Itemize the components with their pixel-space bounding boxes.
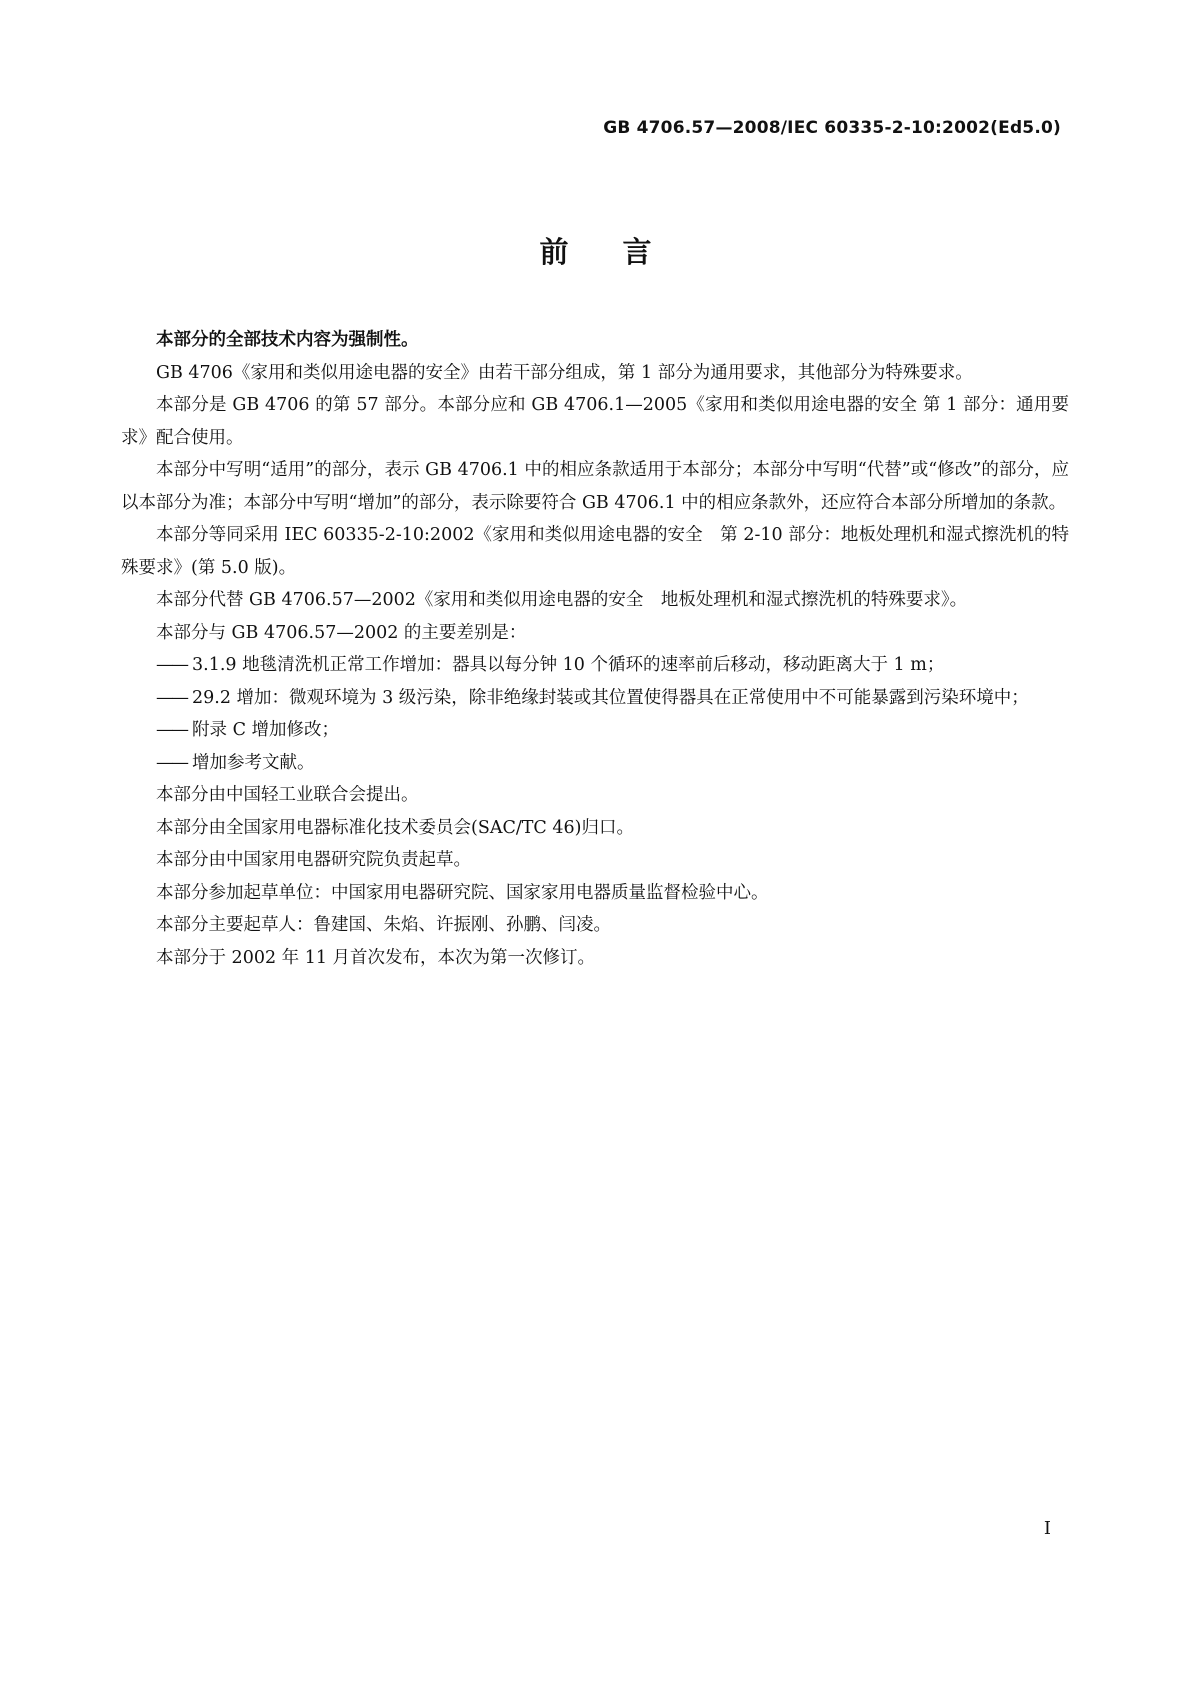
list-item	[121, 682, 1069, 715]
page-number: I	[1043, 1518, 1051, 1539]
list-item	[121, 714, 1069, 747]
paragraph-participants: 本部分参加起草单位：中国家用电器研究院、国家家用电器质量监督检验中心。	[156, 882, 769, 903]
difference-text: 29.2 增加：微观环境为 3 级污染，除非绝缘封装或其位置使得器具在正常使用中不可能暴露到污染环境中；	[192, 687, 1029, 708]
standard-header: GB 4706.57—2008/IEC 60335-2-10:2002(Ed5.0)	[603, 118, 1061, 138]
paragraph-drafter: 本部分由中国家用电器研究院负责起草。	[156, 850, 471, 870]
paragraph-committee: 本部分由全国家用电器标准化技术委员会(SAC/TC 46)归口。	[156, 817, 634, 838]
paragraph-authors: 本部分主要起草人：鲁建国、朱焰、许振刚、孙鹏、闫凌。	[156, 915, 611, 935]
list-item	[121, 747, 1069, 780]
list-item	[121, 649, 1069, 682]
page-title: 前言	[539, 235, 706, 269]
difference-text: 3.1.9 地毯清洗机正常工作增加：器具以每分钟 10 个循环的速率前后移动，移动距离大于 1 m；	[192, 655, 945, 675]
difference-text: 附录 C 增加修改；	[192, 720, 340, 740]
paragraph-structure: GB 4706《家用和类似用途电器的安全》由若干部分组成，第 1 部分为通用要求，其他部分为特殊要求。	[156, 362, 973, 383]
paragraph-applicability: 本部分中写明“适用”的部分，表示 GB 4706.1 中的相应条款适用于本部分；本部分中写明“代替”或“修改”的部分，应以本部分为准；本部分中写明“增加”的部分，表示除要符合 GB 4706.1 中的相应条款外，还应符合本部分所增加的条款。	[121, 460, 1069, 513]
paragraph-proposer: 本部分由中国轻工业联合会提出。	[156, 785, 419, 805]
dash-marker: ——	[156, 752, 187, 773]
paragraph-replacement: 本部分代替 GB 4706.57—2002《家用和类似用途电器的安全 地板处理机和湿式擦洗机的特殊要求》。	[156, 590, 968, 610]
difference-text: 增加参考文献。	[192, 752, 315, 773]
mandatory-statement: 本部分的全部技术内容为强制性。	[156, 330, 419, 350]
dash-marker: ——	[156, 655, 187, 675]
paragraph-history: 本部分于 2002 年 11 月首次发布，本次为第一次修订。	[156, 947, 596, 968]
dash-marker: ——	[156, 687, 187, 708]
document-body	[121, 324, 1069, 974]
paragraph-differences-intro: 本部分与 GB 4706.57—2002 的主要差别是：	[156, 622, 527, 643]
dash-marker: ——	[156, 720, 187, 740]
paragraph-adoption: 本部分等同采用 IEC 60335-2-10:2002《家用和类似用途电器的安全 第 2-10 部分：地板处理机和湿式擦洗机的特殊要求》(第 5.0 版)。	[121, 525, 1069, 578]
paragraph-part-info: 本部分是 GB 4706 的第 57 部分。本部分应和 GB 4706.1—2005《家用和类似用途电器的安全 第 1 部分：通用要求》配合使用。	[121, 395, 1069, 448]
